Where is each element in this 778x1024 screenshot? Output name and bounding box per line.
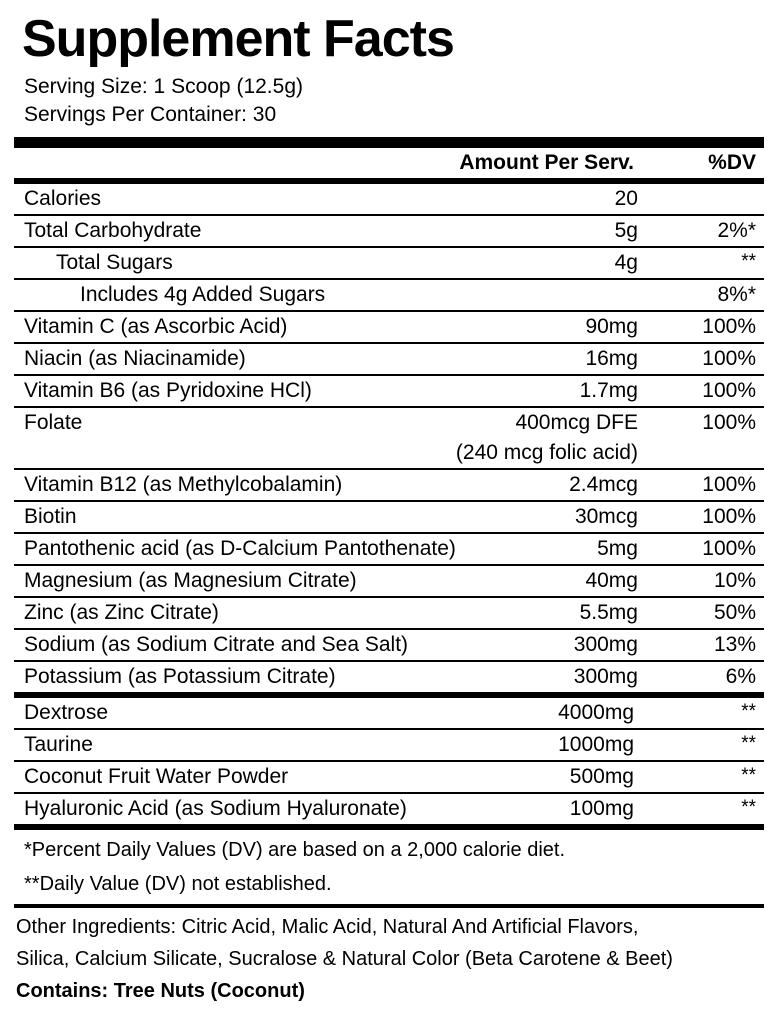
nutrient-name: Includes 4g Added Sugars	[14, 279, 456, 311]
nutrient-amount: (240 mcg folic acid)	[455, 441, 638, 465]
nutrient-name: Sodium (as Sodium Citrate and Sea Salt)	[14, 629, 456, 661]
nutrient-amount: 5.5mg	[456, 597, 674, 629]
ingredient-name: Coconut Fruit Water Powder	[14, 761, 525, 793]
table-header-row	[14, 148, 764, 178]
nutrient-dv: 2%*	[674, 215, 764, 247]
page-title: Supplement Facts	[22, 10, 454, 68]
nutrient-name: Vitamin B6 (as Pyridoxine HCl)	[14, 375, 456, 407]
nutrient-rows	[14, 184, 764, 692]
other-ingredients-line-2: Silica, Calcium Silicate, Sucralose & Natural Color (Beta Carotene & Beet)	[16, 948, 673, 971]
ingredient-dv: **	[670, 761, 764, 793]
nutrient-dv: **	[674, 247, 764, 279]
nutrient-dv: 100%	[674, 469, 764, 501]
footnote-dv-not-established: **Daily Value (DV) not established.	[24, 873, 332, 896]
nutrient-amount: 16mg	[456, 343, 674, 375]
nutrient-name: Calories	[24, 187, 102, 211]
other-ingredients-line-1: Other Ingredients: Citric Acid, Malic Acid, Natural And Artificial Flavors,	[16, 916, 639, 939]
nutrient-name: Total Carbohydrate	[14, 215, 456, 247]
nutrient-name: Vitamin C (as Ascorbic Acid)	[14, 311, 456, 343]
table-row	[14, 247, 764, 279]
nutrient-name: Folate	[14, 407, 456, 438]
table-row	[14, 343, 764, 375]
table-row	[14, 565, 764, 597]
nutrient-name	[14, 438, 456, 469]
ingredient-dv: **	[670, 729, 764, 761]
table-row	[14, 311, 764, 343]
ingredient-amount: 500mg	[525, 761, 670, 793]
nutrient-amount: 400mcg DFE	[456, 407, 674, 438]
nutrient-dv: 13%	[674, 629, 764, 661]
ingredient-name: Hyaluronic Acid (as Sodium Hyaluronate)	[14, 793, 525, 824]
table-row	[14, 215, 764, 247]
nutrients-table	[14, 148, 764, 178]
header-amount-per-serving: Amount Per Serv.	[459, 151, 634, 175]
table-row	[14, 501, 764, 533]
servings-per-container: Servings Per Container: 30	[24, 102, 277, 126]
nutrient-amount: 300mg	[456, 629, 674, 661]
nutrient-dv: 100%	[674, 533, 764, 565]
nutrient-amount: 40mg	[456, 565, 674, 597]
blend-rows	[14, 698, 764, 824]
allergen-contains: Contains: Tree Nuts (Coconut)	[16, 980, 305, 1003]
ingredient-amount: 1000mg	[525, 729, 670, 761]
table-row	[14, 698, 764, 729]
footnote-percent-dv: *Percent Daily Values (DV) are based on a 2,000 calorie diet.	[24, 839, 566, 862]
nutrient-dv: 100%	[674, 407, 764, 438]
nutrient-amount: 20	[614, 187, 638, 211]
divider-bottom	[14, 904, 764, 908]
table-row	[14, 279, 764, 311]
nutrient-dv	[674, 184, 764, 215]
nutrient-amount: 5g	[456, 215, 674, 247]
nutrient-name: Zinc (as Zinc Citrate)	[14, 597, 456, 629]
nutrient-dv: 10%	[674, 565, 764, 597]
ingredient-name: Taurine	[14, 729, 525, 761]
nutrient-dv: 100%	[674, 501, 764, 533]
nutrient-amount: 4g	[456, 247, 674, 279]
nutrient-dv: 50%	[674, 597, 764, 629]
ingredient-dv: **	[741, 701, 756, 723]
table-row	[14, 533, 764, 565]
nutrient-dv: 100%	[674, 375, 764, 407]
ingredient-amount: 4000mg	[558, 701, 634, 725]
header-percent-dv: %DV	[708, 151, 756, 175]
serving-size: Serving Size: 1 Scoop (12.5g)	[24, 74, 303, 98]
table-row	[14, 729, 764, 761]
nutrient-amount: 30mcg	[456, 501, 674, 533]
nutrient-name: Biotin	[14, 501, 456, 533]
nutrient-dv: 8%*	[674, 279, 764, 311]
ingredient-name: Dextrose	[24, 701, 109, 725]
divider-thick-top	[14, 137, 764, 148]
table-row	[14, 184, 764, 215]
nutrient-amount: 1.7mg	[456, 375, 674, 407]
table-row	[14, 407, 764, 438]
nutrient-name: Vitamin B12 (as Methylcobalamin)	[14, 469, 456, 501]
header-spacer	[14, 148, 44, 178]
table-row	[14, 761, 764, 793]
table-row	[14, 597, 764, 629]
ingredient-amount: 100mg	[525, 793, 670, 824]
nutrient-name: Niacin (as Niacinamide)	[14, 343, 456, 375]
nutrient-dv: 100%	[674, 311, 764, 343]
table-row-continuation	[14, 438, 764, 469]
ingredient-dv: **	[670, 793, 764, 824]
table-row	[14, 375, 764, 407]
nutrient-amount: 5mg	[456, 533, 674, 565]
nutrient-amount	[456, 279, 674, 311]
nutrient-amount: 2.4mcg	[456, 469, 674, 501]
table-row	[14, 469, 764, 501]
nutrient-name: Potassium (as Potassium Citrate)	[14, 661, 456, 692]
nutrient-name: Total Sugars	[14, 247, 456, 279]
table-row	[14, 793, 764, 824]
nutrient-name: Magnesium (as Magnesium Citrate)	[14, 565, 456, 597]
nutrient-dv: 6%	[674, 661, 764, 692]
nutrient-amount: 300mg	[456, 661, 674, 692]
nutrient-name: Pantothenic acid (as D-Calcium Pantothenate)	[14, 533, 456, 565]
nutrient-amount: 90mg	[456, 311, 674, 343]
table-row	[14, 661, 764, 692]
nutrient-dv	[674, 438, 764, 469]
divider-footnotes	[14, 824, 764, 830]
nutrient-dv: 100%	[674, 343, 764, 375]
table-row	[14, 629, 764, 661]
